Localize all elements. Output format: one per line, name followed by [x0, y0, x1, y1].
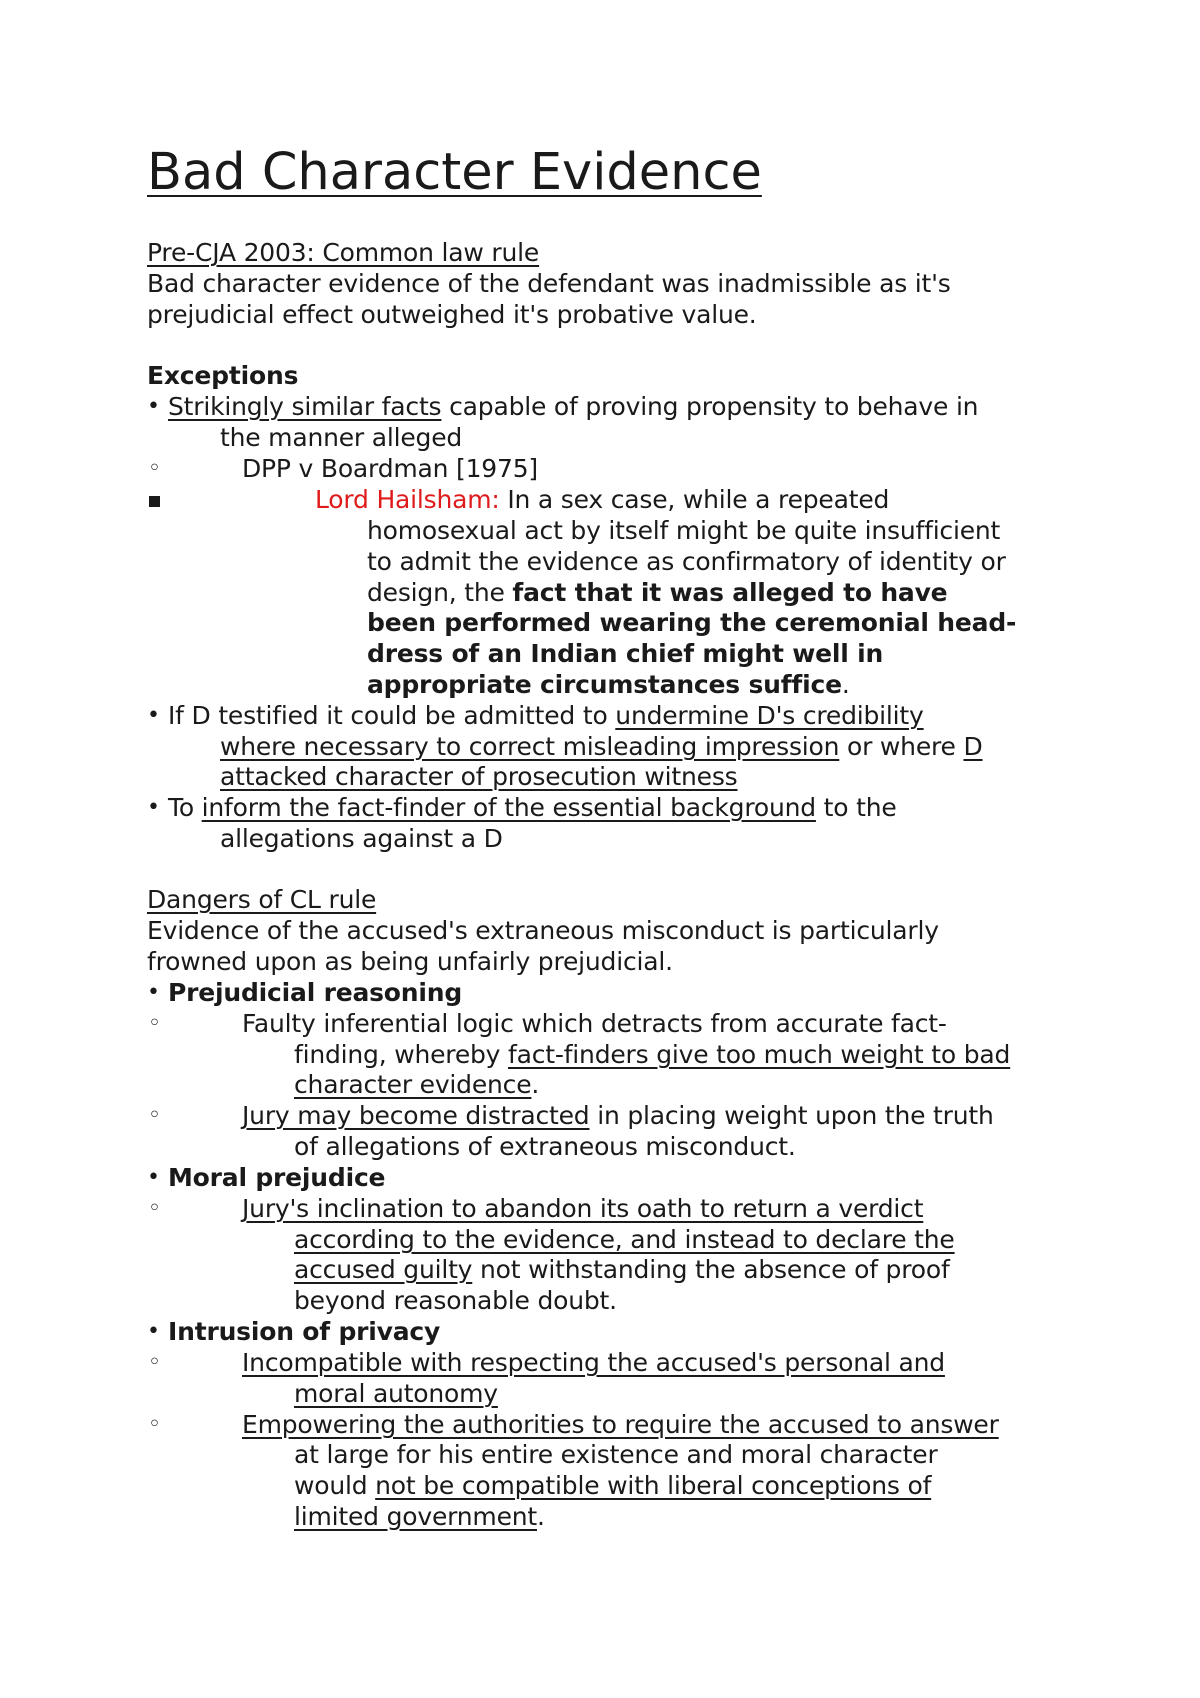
underlined-phrase: limited government	[294, 1502, 537, 1531]
text-run: not withstanding the absence of proof	[472, 1255, 950, 1284]
bullet-marker: •	[147, 1319, 160, 1344]
circle-marker: ◦	[148, 1011, 161, 1036]
sub-point-line	[242, 1101, 994, 1132]
exception-bullet-continuation	[220, 732, 983, 763]
sub-point-line: according to the evidence, and instead to declare the	[294, 1225, 955, 1254]
sub-point-line	[294, 1502, 545, 1533]
text-run: or where	[839, 732, 964, 761]
sub-point-line	[294, 1471, 931, 1502]
underlined-phrase: accused guilty	[294, 1255, 473, 1284]
text-run: .	[841, 670, 850, 699]
underlined-phrase: Jury may become distracted	[242, 1101, 590, 1130]
underlined-phrase: character evidence	[294, 1070, 532, 1099]
bullet-marker: •	[147, 980, 160, 1005]
text-run: would	[294, 1471, 376, 1500]
sub-point-line: Incompatible with respecting the accused's personal and	[242, 1348, 945, 1377]
exception-bullet-credibility	[168, 701, 924, 732]
sub-point-line	[294, 1070, 539, 1101]
sub-point-line: beyond reasonable doubt.	[294, 1286, 617, 1315]
moral-prejudice-heading: Moral prejudice	[168, 1163, 386, 1192]
bullet-marker: •	[147, 795, 160, 820]
bullet-marker: •	[147, 394, 160, 419]
intrusion-of-privacy-heading: Intrusion of privacy	[168, 1317, 441, 1346]
underlined-phrase: D	[963, 732, 983, 761]
dangers-heading: Dangers of CL rule	[147, 885, 377, 914]
sub-point-line	[294, 1255, 950, 1286]
exception-bullet-continuation: allegations against a D	[220, 824, 503, 853]
quote-line: been performed wearing the ceremonial head-	[367, 608, 1017, 637]
quote-line	[315, 485, 889, 516]
text-run: to the	[815, 793, 897, 822]
exception-bullet-continuation: attacked character of prosecution witness	[220, 762, 738, 791]
text-run: in placing weight upon the truth	[589, 1101, 994, 1130]
case-citation: DPP v Boardman [1975]	[242, 454, 538, 483]
underlined-phrase: undermine D's credibility	[615, 701, 924, 730]
text-run: If D testified it could be admitted to	[168, 701, 616, 730]
sub-point-line	[294, 1040, 1010, 1071]
square-marker	[149, 496, 160, 507]
text-run: design, the	[367, 578, 513, 607]
underlined-phrase: not be compatible with liberal conceptions of	[375, 1471, 932, 1500]
text-run: .	[537, 1502, 545, 1531]
exception-bullet-continuation: the manner alleged	[220, 423, 463, 452]
quote-speaker: Lord Hailsham:	[315, 485, 500, 514]
exception-bullet-similar-facts	[168, 392, 978, 423]
circle-marker: ◦	[148, 1196, 161, 1221]
circle-marker: ◦	[148, 1350, 161, 1375]
underlined-phrase: Strikingly similar facts	[168, 392, 442, 421]
circle-marker: ◦	[148, 456, 161, 481]
sub-point-line: of allegations of extraneous misconduct.	[294, 1132, 796, 1161]
circle-marker: ◦	[148, 1412, 161, 1437]
dangers-text-line: frowned upon as being unfairly prejudicial.	[147, 947, 673, 976]
text-run: To	[168, 793, 202, 822]
quote-line: dress of an Indian chief might well in	[367, 639, 884, 668]
sub-point-line: at large for his entire existence and moral character	[294, 1440, 938, 1469]
pre-cja-text-line: Bad character evidence of the defendant was inadmissible as it's	[147, 269, 951, 298]
underlined-phrase: fact-finders give too much weight to bad	[508, 1040, 1011, 1069]
bold-phrase: appropriate circumstances suffice	[367, 670, 842, 699]
underlined-phrase: inform the fact-finder of the essential background	[201, 793, 816, 822]
sub-point-line: Faulty inferential logic which detracts from accurate fact-	[242, 1009, 947, 1038]
quote-line: homosexual act by itself might be quite insufficient	[367, 516, 1001, 545]
exceptions-heading: Exceptions	[147, 361, 299, 390]
quote-line: to admit the evidence as confirmatory of identity or	[367, 547, 1006, 576]
sub-point-line: Empowering the authorities to require the accused to answer	[242, 1410, 999, 1439]
text-run: capable of proving propensity to behave in	[441, 392, 979, 421]
bullet-marker: •	[147, 1165, 160, 1190]
exception-bullet-background	[168, 793, 897, 824]
dangers-text-line: Evidence of the accused's extraneous misconduct is particularly	[147, 916, 939, 945]
sub-point-line: moral autonomy	[294, 1379, 498, 1408]
pre-cja-heading: Pre-CJA 2003: Common law rule	[147, 238, 540, 267]
sub-point-line: Jury's inclination to abandon its oath to return a verdict	[242, 1194, 924, 1223]
bullet-marker: •	[147, 703, 160, 728]
prejudicial-reasoning-heading: Prejudicial reasoning	[168, 978, 463, 1007]
quote-line	[367, 670, 850, 701]
quote-line	[367, 578, 947, 609]
circle-marker: ◦	[148, 1103, 161, 1128]
text-run: In a sex case, while a repeated	[499, 485, 890, 514]
text-run: .	[531, 1070, 540, 1099]
bold-phrase: fact that it was alleged to have	[512, 578, 948, 607]
text-run: finding, whereby	[294, 1040, 509, 1069]
underlined-phrase: where necessary to correct misleading impression	[220, 732, 840, 761]
page-title: Bad Character Evidence	[147, 143, 762, 202]
pre-cja-text-line: prejudicial effect outweighed it's probative value.	[147, 300, 757, 329]
